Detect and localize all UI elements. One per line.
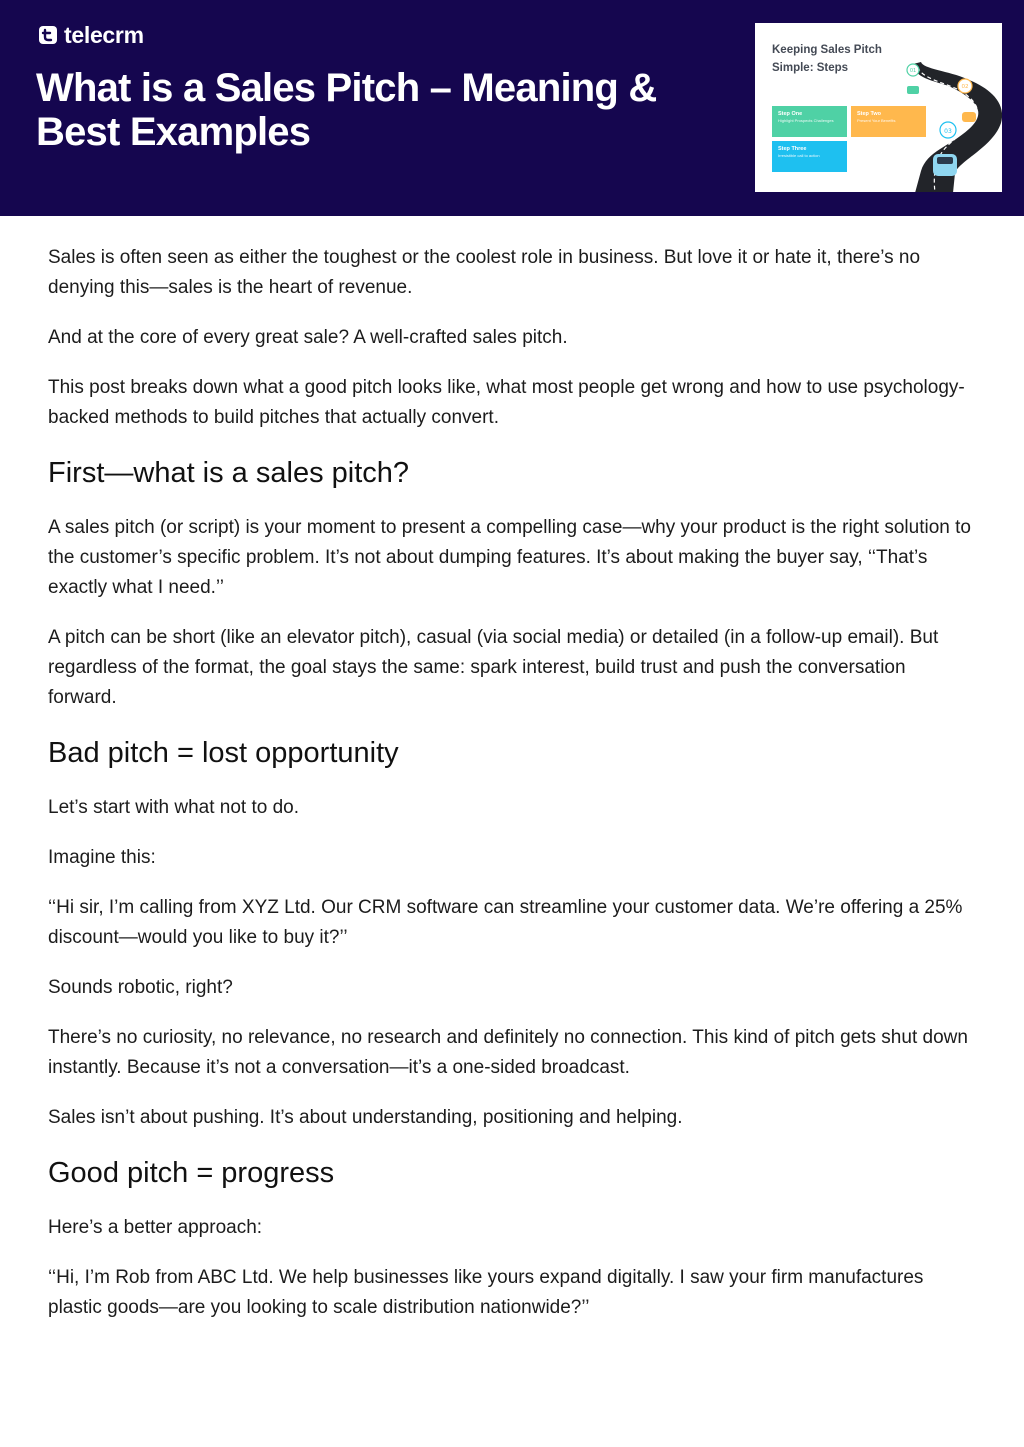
section-heading: First—what is a sales pitch?: [48, 457, 410, 489]
brand-name: telecrm: [64, 21, 144, 48]
body-paragraph: Sounds robotic, right?: [48, 977, 233, 998]
step-three-text: Irresistible call to action: [778, 153, 820, 158]
article-body: [48, 243, 978, 1343]
telecrm-logo-icon: [38, 25, 58, 45]
step-two-box: [851, 106, 926, 137]
page-title: What is a Sales Pitch – Meaning & Best Examples: [36, 66, 657, 154]
marker-01: 01: [909, 68, 917, 74]
step-two-text: Present Your Benefits: [857, 118, 896, 123]
body-paragraph: And at the core of every great sale? A well-crafted sales pitch.: [48, 327, 568, 348]
body-paragraph: A sales pitch (or script) is your moment to present a compelling case—why your product is the right solution to the customer’s specific problem. It’s not about dumping features. It’s about making the buyer say, ‘‘That’s exactly what I need.’’: [48, 517, 971, 598]
step-one-label: Step One: [778, 111, 803, 117]
body-paragraph: A pitch can be short (like an elevator pitch), casual (via social media) or detailed (in a follow-up email). But regardless of the format, the goal stays the same: spark interest, build trust and push the conversation forward.: [48, 627, 939, 708]
step-three-label: Step Three: [778, 146, 807, 152]
step-one-text: Highlight Prospects Challenges: [778, 118, 834, 123]
marker-02: 02: [961, 84, 969, 90]
step-one-box: [772, 106, 847, 137]
body-paragraph: There’s no curiosity, no relevance, no research and definitely no connection. This kind of pitch gets shut down instantly. Because it’s not a conversation—it’s a one-sided broadcast.: [48, 1027, 968, 1078]
section-heading: Bad pitch = lost opportunity: [48, 737, 399, 769]
body-paragraph: Imagine this:: [48, 847, 156, 868]
body-paragraph: Sales is often seen as either the toughest or the coolest role in business. But love it or hate it, there’s no denying this—sales is the heart of revenue.: [48, 247, 921, 298]
section-heading: Good pitch = progress: [48, 1157, 335, 1189]
step-two-label: Step Two: [857, 111, 882, 117]
step-three-box: [772, 141, 847, 172]
article-thumbnail: [755, 23, 1002, 192]
brand-logo[interactable]: [38, 22, 144, 48]
body-paragraph: This post breaks down what a good pitch looks like, what most people get wrong and how to use psychology-backed methods to build pitches that actually convert.: [48, 377, 965, 428]
body-paragraph: Sales isn’t about pushing. It’s about understanding, positioning and helping.: [48, 1107, 683, 1128]
thumbnail-title: Keeping Sales Pitch Simple: Steps: [772, 44, 882, 74]
marker-03: 03: [944, 128, 952, 135]
page-header: [0, 0, 1024, 216]
body-paragraph: ‘‘Hi sir, I’m calling from XYZ Ltd. Our CRM software can streamline your customer data. We’re offering a 25% discount—would you like to buy it?’’: [48, 897, 963, 948]
body-paragraph: Here’s a better approach:: [48, 1217, 263, 1238]
body-paragraph: Let’s start with what not to do.: [48, 797, 300, 818]
body-paragraph: ‘‘Hi, I’m Rob from ABC Ltd. We help businesses like yours expand digitally. I saw your firm manufactures plastic goods—are you looking to scale distribution nationwide?’’: [48, 1267, 924, 1318]
